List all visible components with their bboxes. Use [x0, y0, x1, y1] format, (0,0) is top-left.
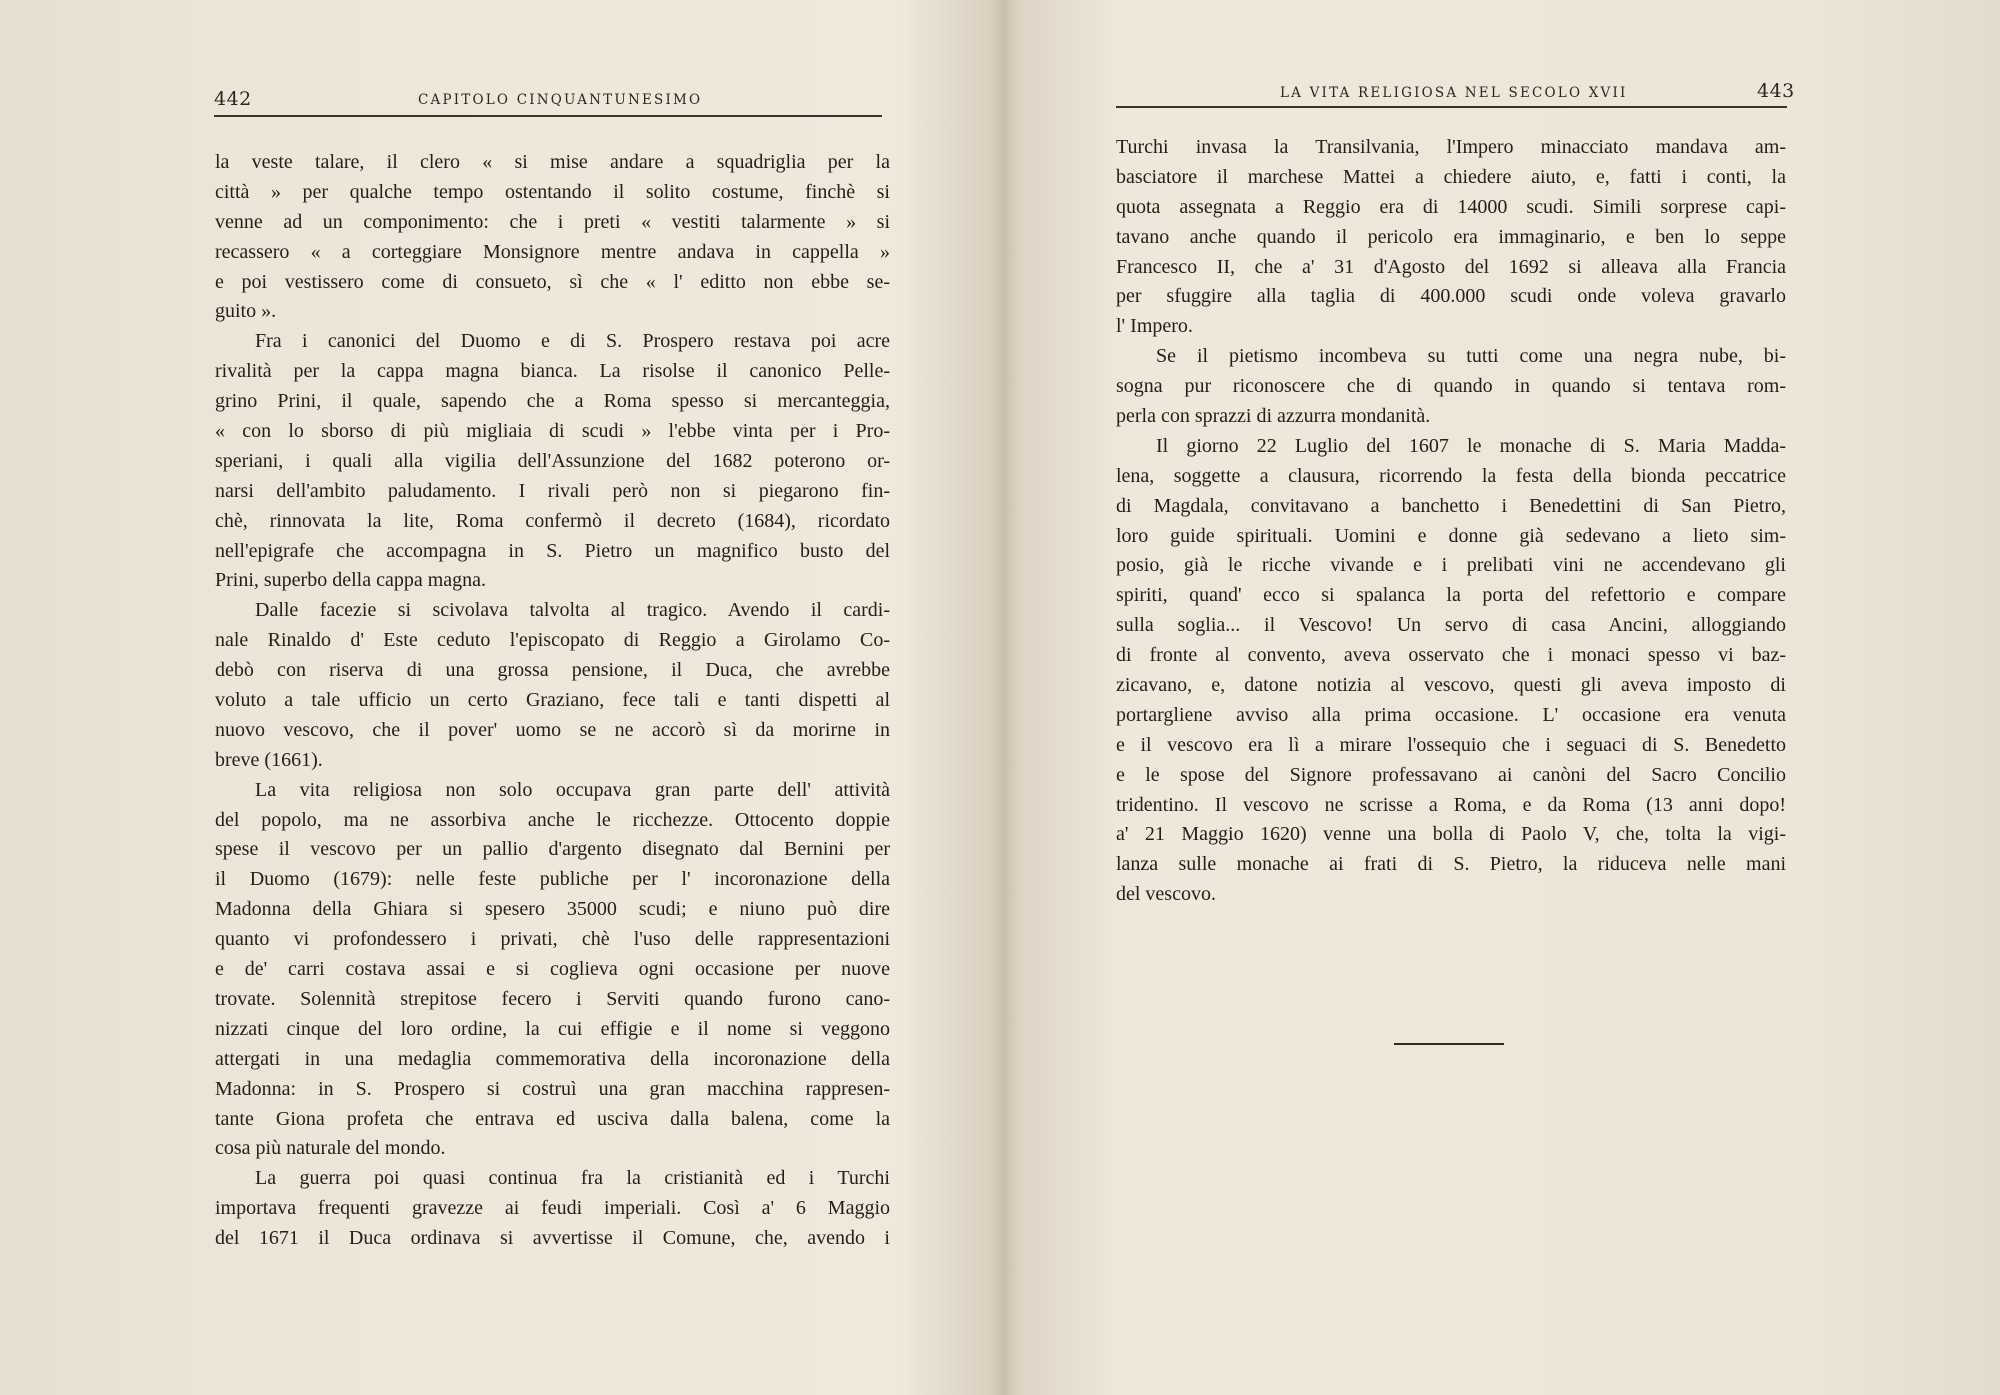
text-line: sogna pur riconoscere che di quando in quando si tentava rom- — [1116, 375, 1786, 398]
text-line: spese il vescovo per un pallio d'argento disegnato dal Bernini per — [215, 838, 890, 861]
text-line: del popolo, ma ne assorbiva anche le ricchezze. Ottocento doppie — [215, 808, 890, 831]
text-line: l' Impero. — [1116, 315, 1193, 338]
text-line: del vescovo. — [1116, 883, 1216, 906]
text-line: nuovo vescovo, che il pover' uomo se ne accorò sì da morirne in — [215, 718, 890, 741]
text-line: basciatore il marchese Mattei a chiedere aiuto, e, fatti i conti, la — [1116, 165, 1786, 188]
text-line: Francesco II, che a' 31 d'Agosto del 1692 si alleava alla Francia — [1116, 255, 1786, 278]
text-line: sulla soglia... il Vescovo! Un servo di casa Ancini, alloggiando — [1116, 614, 1786, 637]
text-line: lanza sulle monache ai frati di S. Pietro, la riduceva nelle mani — [1116, 853, 1786, 876]
left-running-title: CAPITOLO CINQUANTUNESIMO — [418, 92, 703, 108]
text-line: nizzati cinque del loro ordine, la cui effigie e il nome si veggono — [215, 1017, 890, 1040]
text-line: importava frequenti gravezze ai feudi imperiali. Così a' 6 Maggio — [215, 1197, 890, 1220]
text-line: il Duomo (1679): nelle feste publiche per l' incoronazione della — [215, 868, 890, 891]
right-page-header — [1000, 0, 2000, 130]
text-line: cosa più naturale del mondo. — [215, 1137, 446, 1160]
text-line: a' 21 Maggio 1620) venne una bolla di Paolo V, che, tolta la vigi- — [1116, 823, 1786, 846]
text-line: chè, rinnovata la lite, Roma confermò il decreto (1684), ricordato — [215, 509, 890, 532]
left-page-body — [215, 148, 890, 1254]
text-line: grino Prini, il quale, sapendo che a Roma spesso si mercanteggia, — [215, 390, 890, 413]
text-line: quota assegnata a Reggio era di 14000 scudi. Simili sorprese capi- — [1116, 195, 1786, 218]
text-line: e de' carri costava assai e si coglieva ogni occasione per nuove — [215, 958, 890, 981]
text-line: Fra i canonici del Duomo e di S. Prospero restava poi acre — [255, 330, 890, 353]
text-line: Prini, superbo della cappa magna. — [215, 569, 487, 592]
text-line: nell'epigrafe che accompagna in S. Pietro un magnifico busto del — [215, 539, 890, 562]
text-line: breve (1661). — [215, 748, 323, 771]
text-line: del 1671 il Duca ordinava si avvertisse il Comune, che, avendo i — [215, 1227, 890, 1250]
text-line: e il vescovo era lì a mirare l'ossequio che i seguaci di S. Benedetto — [1116, 733, 1786, 756]
text-line: venne ad un componimento: che i preti « vestiti talarmente » si — [215, 210, 890, 233]
text-line: la veste talare, il clero « si mise andare a squadriglia per la — [215, 151, 890, 173]
text-line: loro guide spirituali. Uomini e donne già sedevano a lieto sim- — [1116, 524, 1786, 547]
text-line: guito ». — [215, 300, 277, 323]
text-line: spiriti, quand' ecco si spalanca la porta del refettorio e compare — [1116, 584, 1786, 607]
text-line: per sfuggire alla taglia di 400.000 scudi onde voleva gravarlo — [1116, 285, 1786, 308]
text-line: speriani, i quali alla vigilia dell'Assunzione del 1682 poterono or- — [215, 449, 890, 472]
text-line: debò con riserva di una grossa pensione, il Duca, che avrebbe — [215, 659, 890, 682]
text-line: zicavano, e, datone notizia al vescovo, questi gli aveva imposto di — [1116, 674, 1786, 697]
section-end-rule — [1394, 1043, 1504, 1045]
text-line: posio, già le ricche vivande e i prelibati vini ne accendevano gli — [1116, 554, 1786, 577]
text-line: La vita religiosa non solo occupava gran parte dell' attività — [255, 778, 890, 801]
text-line: di fronte al convento, aveva osservato che i monaci spesso vi baz- — [1116, 644, 1786, 667]
text-line: attergati in una medaglia commemorativa della incoronazione della — [215, 1047, 890, 1070]
text-line: recassero « a corteggiare Monsignore mentre andava in cappella » — [215, 240, 890, 263]
text-line: rivalità per la cappa magna bianca. La risolse il canonico Pelle- — [215, 360, 890, 383]
text-line: Madonna: in S. Prospero si costruì una gran macchina rappresen- — [215, 1077, 890, 1100]
text-line: tridentino. Il vescovo ne scrisse a Roma, e da Roma (13 anni dopo! — [1116, 793, 1786, 816]
text-line: Madonna della Ghiara si spesero 35000 scudi; e niuno può dire — [215, 898, 890, 921]
text-line: Dalle facezie si scivolava talvolta al tragico. Avendo il cardi- — [255, 599, 890, 622]
text-line: tante Giona profeta che entrava ed usciva dalla balena, come la — [215, 1107, 890, 1130]
text-line: La guerra poi quasi continua fra la cristianità ed i Turchi — [255, 1167, 890, 1190]
text-line: quanto vi profondessero i privati, chè l'uso delle rappresentazioni — [215, 928, 890, 951]
right-page — [1000, 0, 2000, 1395]
left-header-rule — [214, 115, 882, 117]
right-header-rule — [1116, 106, 1787, 108]
text-line: « con lo sborso di più migliaia di scudi » l'ebbe vinta per i Pro- — [215, 420, 890, 443]
left-page-number: 442 — [214, 88, 252, 110]
left-page-header — [0, 0, 1000, 130]
text-line: portargliene avviso alla prima occasione. L' occasione era venuta — [1116, 703, 1786, 726]
text-line: e poi vestissero come di consueto, sì che « l' editto non ebbe se- — [215, 270, 890, 293]
text-line: narsi dell'ambito paludamento. I rivali però non si piegarono fin- — [215, 479, 890, 502]
text-line: perla con sprazzi di azzurra mondanità. — [1116, 405, 1431, 428]
text-line: di Magdala, convitavano a banchetto i Benedettini di San Pietro, — [1116, 494, 1786, 517]
text-line: e le spose del Signore professavano ai canòni del Sacro Concilio — [1116, 763, 1786, 786]
text-line: tavano anche quando il pericolo era immaginario, e ben lo seppe — [1116, 225, 1786, 248]
text-line: Il giorno 22 Luglio del 1607 le monache di S. Maria Madda- — [1156, 434, 1786, 457]
right-page-body — [1116, 133, 1786, 910]
text-line: voluto a tale ufficio un certo Graziano, fece tali e tanti dispetti al — [215, 689, 890, 712]
text-line: città » per qualche tempo ostentando il solito costume, finchè si — [215, 180, 890, 203]
text-line: Turchi invasa la Transilvania, l'Impero minacciato mandava am- — [1116, 136, 1786, 158]
text-line: Se il pietismo incombeva su tutti come una negra nube, bi- — [1156, 345, 1786, 368]
text-line: trovate. Solennità strepitose fecero i Serviti quando furono cano- — [215, 987, 890, 1010]
right-running-title: LA VITA RELIGIOSA NEL SECOLO XVII — [1280, 85, 1628, 101]
right-page-number: 443 — [1757, 80, 1795, 102]
text-line: nale Rinaldo d' Este ceduto l'episcopato di Reggio a Girolamo Co- — [215, 629, 890, 652]
text-line: lena, soggette a clausura, ricorrendo la festa della bionda peccatrice — [1116, 464, 1786, 487]
